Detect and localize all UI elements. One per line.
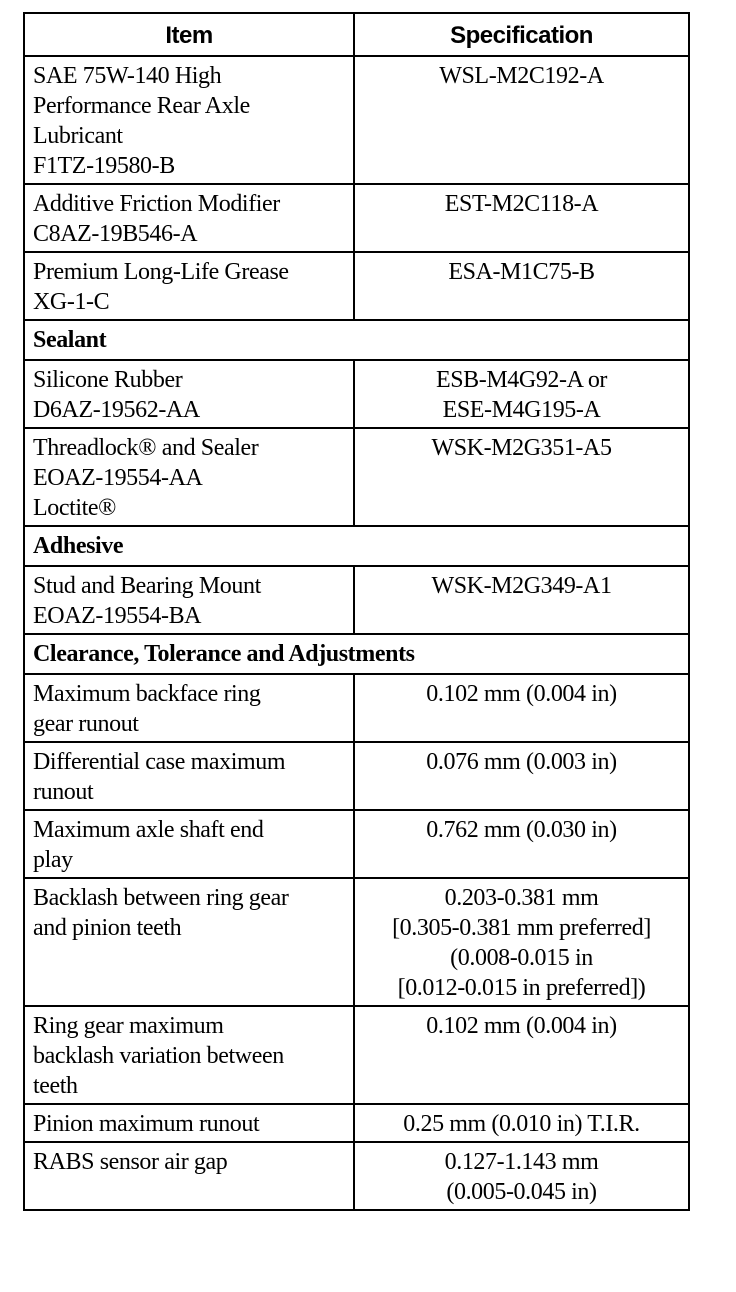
item-cell-line: runout [33, 779, 94, 805]
item-cell-line: Additive Friction Modifier [33, 191, 280, 217]
specification-cell [354, 742, 689, 810]
item-cell [24, 252, 354, 320]
item-cell [24, 360, 354, 428]
item-cell [24, 1104, 354, 1142]
item-cell-line: play [33, 847, 73, 873]
specification-cell-line: WSL-M2C192-A [439, 63, 604, 89]
item-cell-line: EOAZ-19554-BA [33, 603, 202, 629]
table-row [24, 252, 689, 320]
table-row [24, 566, 689, 634]
specification-cell-line: 0.127-1.143 mm [444, 1149, 599, 1175]
table-body [24, 56, 689, 1210]
item-cell-line: Stud and Bearing Mount [33, 573, 261, 599]
item-cell-line: Premium Long-Life Grease [33, 259, 289, 285]
specification-cell-line: [0.305-0.381 mm preferred] [392, 915, 651, 941]
item-cell [24, 810, 354, 878]
table-row [24, 428, 689, 526]
column-header-specification: Specification [354, 13, 689, 56]
specification-cell-line: 0.076 mm (0.003 in) [426, 749, 617, 775]
item-cell [24, 742, 354, 810]
item-cell [24, 184, 354, 252]
item-cell-line: C8AZ-19B546-A [33, 221, 198, 247]
item-cell-line: F1TZ-19580-B [33, 153, 175, 179]
item-cell [24, 1142, 354, 1210]
specification-cell-line: 0.762 mm (0.030 in) [426, 817, 617, 843]
table-row [24, 1006, 689, 1104]
item-cell-line: Maximum axle shaft end [33, 817, 264, 843]
specification-cell [354, 1142, 689, 1210]
specification-cell-line: WSK-M2G349-A1 [431, 573, 612, 599]
item-cell [24, 428, 354, 526]
item-cell-line: and pinion teeth [33, 915, 182, 941]
item-cell-line: gear runout [33, 711, 139, 737]
specification-cell [354, 674, 689, 742]
item-cell-line: backlash variation between [33, 1043, 284, 1069]
specification-cell-line: 0.102 mm (0.004 in) [426, 1013, 617, 1039]
specification-cell [354, 1104, 689, 1142]
specification-cell-line: EST-M2C118-A [444, 191, 599, 217]
table-row [24, 810, 689, 878]
table-row [24, 1142, 689, 1210]
item-cell-line: RABS sensor air gap [33, 1149, 228, 1175]
item-cell-line: Silicone Rubber [33, 367, 183, 393]
item-cell [24, 674, 354, 742]
specification-cell [354, 878, 689, 1006]
table-row [24, 56, 689, 184]
item-cell [24, 1006, 354, 1104]
item-cell-line: Maximum backface ring [33, 681, 261, 707]
item-cell-line: Lubricant [33, 123, 123, 149]
table-row [24, 878, 689, 1006]
specification-cell [354, 1006, 689, 1104]
table-row [24, 674, 689, 742]
item-cell [24, 878, 354, 1006]
specification-cell-line: WSK-M2G351-A5 [431, 435, 612, 461]
specification-cell-line: 0.102 mm (0.004 in) [426, 681, 617, 707]
item-cell-line: EOAZ-19554-AA [33, 465, 203, 491]
item-cell-line: Differential case maximum [33, 749, 286, 775]
item-cell-line: Ring gear maximum [33, 1013, 224, 1039]
item-cell-line: Threadlock® and Sealer [33, 435, 259, 461]
specification-cell-line: ESB-M4G92-A or [435, 367, 608, 393]
table-row [24, 184, 689, 252]
section-heading: Clearance, Tolerance and Adjustments [24, 634, 689, 674]
item-cell-line: Backlash between ring gear [33, 885, 289, 911]
specification-cell-line: (0.008-0.015 in [450, 945, 593, 971]
specification-table [23, 12, 690, 1211]
item-cell [24, 566, 354, 634]
specification-cell [354, 56, 689, 184]
specification-cell [354, 184, 689, 252]
item-cell-line: Loctite® [33, 495, 117, 521]
section-heading: Sealant [24, 320, 689, 360]
table-row [24, 742, 689, 810]
specification-cell [354, 252, 689, 320]
item-cell-line: teeth [33, 1073, 78, 1099]
specification-cell-line: (0.005-0.045 in) [446, 1179, 597, 1205]
column-header-item: Item [24, 13, 354, 56]
specification-cell-line: ESE-M4G195-A [442, 397, 601, 423]
specification-cell [354, 360, 689, 428]
specification-cell-line: [0.012-0.015 in preferred]) [397, 975, 646, 1001]
table-row [24, 360, 689, 428]
specification-cell-line: 0.203-0.381 mm [444, 885, 599, 911]
specification-cell [354, 428, 689, 526]
section-row-clearance [24, 634, 689, 674]
section-heading: Adhesive [24, 526, 689, 566]
table-row [24, 1104, 689, 1142]
item-cell [24, 56, 354, 184]
item-cell-line: D6AZ-19562-AA [33, 397, 200, 423]
header-row [24, 13, 689, 56]
item-cell-line: Performance Rear Axle [33, 93, 250, 119]
specification-cell [354, 566, 689, 634]
specification-cell [354, 810, 689, 878]
specification-cell-line: ESA-M1C75-B [448, 259, 595, 285]
section-row-adhesive [24, 526, 689, 566]
section-row-sealant [24, 320, 689, 360]
item-cell-line: XG-1-C [33, 289, 110, 315]
item-cell-line: Pinion maximum runout [33, 1111, 260, 1137]
specification-cell-line: 0.25 mm (0.010 in) T.I.R. [403, 1111, 640, 1137]
item-cell-line: SAE 75W-140 High [33, 63, 222, 89]
